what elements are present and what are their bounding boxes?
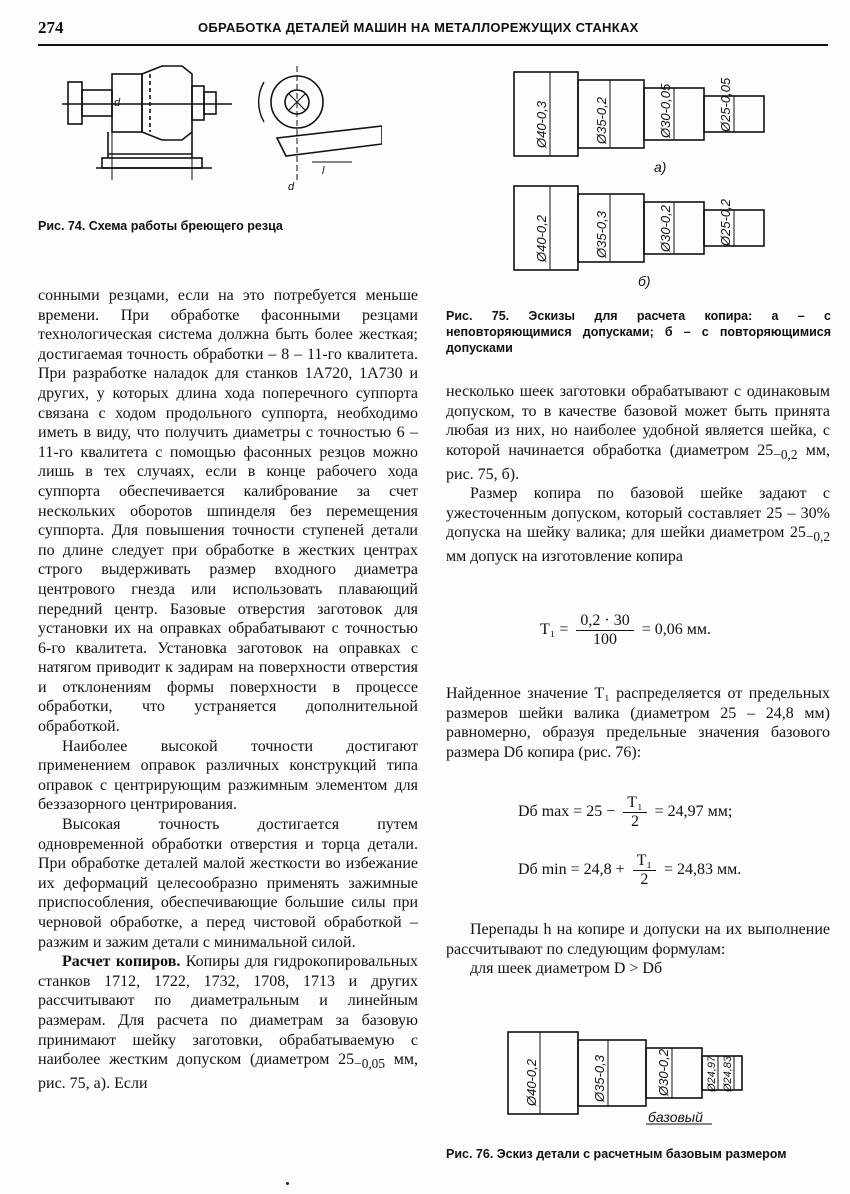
section-term: Расчет копиров.: [62, 953, 181, 971]
left-column: [38, 286, 418, 1094]
right-column-cont: [446, 684, 830, 762]
right-paragraph-2: Размер копира по базовой шейке задают с ужесточенным допуском, который составляет 25 – 30% допуска на шейку валика; для шейки диаметром $25_{-0,2}$ мм допуск на изготовление копира: [446, 485, 830, 566]
fig75b-dim-4: Ø25-0,2: [718, 199, 733, 246]
fig75a-label: а): [654, 159, 667, 175]
formula-t1: T₁ = $\frac{0,2 \cdot 30}{100}$ = 0,06 мм.: [540, 612, 711, 648]
fig75b-dim-1: Ø40-0,2: [534, 215, 549, 262]
fig75b-label: б): [638, 273, 651, 289]
page-header: [38, 18, 828, 46]
right-paragraph-1: несколько шеек заготовки обрабатывают с одинаковым допуском, то в качестве базовой может быть принята любая из них, но наиболее удобной является шейка, с которой начинается обработка (диаметром $25_{-0,2}$ мм, рис. 75, б).: [446, 383, 830, 483]
right-column: [446, 382, 830, 567]
formula-dmax: Dб max = 25 − $\frac{\text{T₁}}{2}$ = 24,97 мм;: [518, 794, 733, 830]
formula-dmin: Dб min = 24,8 + $\frac{\text{T₁}}{2}$ = 24,83 мм.: [518, 852, 742, 888]
page-number: 274: [38, 18, 64, 37]
figure-76-drawing: [500, 1026, 800, 1136]
left-paragraph-1: сонными резцами, если на это потребуется меньше времени. При обработке фасонными резцами технологическая система должна быть более жесткая; достигаемая точность обработки – 8 – 11-го квалитета. При разработке наладок для станков 1А720, 1А730 и других, у которых длина хода поперечного суппорта связана с ходом продольного суппорта, необходимо иметь в виду, что получить диаметры с точностью 6 – 11-го квалитета с помощью фасонных резцов можно лишь в тех случаях, если в конце рабочего хода суппорта обеспечивается калибрование за счет нескольких оборотов шпинделя без перемещения суппорта. Для повышения точности ступеней детали по длине следует при обработке в жестких центрах строго выдерживать размер входного диаметра центрового гнезда или использовать плавающий передний центр. Базовые отверстия заготовок для установки их на оправках обрабатывают с точностью 6-го квалитета. Установка заготовок на оправках с натягом приводит к задирам на поверхности отверстия и отклонениям формы поверхности в процессе обработки, что устраняется дополнительной обработкой.: [38, 287, 418, 736]
figure-76-caption: Рис. 76. Эскиз детали с расчетным базовым размером: [446, 1147, 787, 1161]
figure-75a-drawing: [510, 68, 830, 178]
right-paragraph-4: Перепады h на копире и допуски на их выполнение рассчитывают по следующим формулам:: [446, 921, 830, 958]
running-title: ОБРАБОТКА ДЕТАЛЕЙ МАШИН НА МЕТАЛЛОРЕЖУЩИХ СТАНКАХ: [198, 20, 639, 35]
figure-75-caption: Рис. 75. Эскизы для расчета копира: а – с неповторяющимися допусками; б – с повторяющимися допусками: [446, 309, 831, 355]
fig75b-dim-2: Ø35-0,3: [594, 211, 609, 258]
fig74-label-dv: d: [288, 181, 295, 193]
fig76-dim-3: Ø30-0,2: [656, 1049, 671, 1096]
fig75a-dim-4: Ø25-0,05: [718, 77, 733, 132]
fig76-base-label: базовый: [648, 1109, 703, 1125]
right-column-end: [446, 920, 830, 979]
figure-74-caption: Рис. 74. Схема работы бреющего резца: [38, 219, 283, 233]
fig74-label-d: d: [114, 97, 121, 109]
fig76-dim-5: Ø24,83: [722, 1055, 734, 1092]
figure-74-drawing: [52, 62, 382, 202]
fig76-dim-1: Ø40-0,2: [524, 1059, 539, 1106]
fig74-label-l: l: [322, 165, 325, 177]
fig75a-dim-1: Ø40-0,3: [534, 101, 549, 148]
figure-75b-drawing: [510, 178, 830, 290]
fig76-dim-2: Ø35-0,3: [592, 1055, 607, 1102]
fig75b-dim-3: Ø30-0,2: [658, 205, 673, 252]
print-dot: [286, 1182, 289, 1185]
left-paragraph-4: Расчет копиров. Копиры для гидрокопировальных станков 1712, 1722, 1732, 1708, 1713 и других рассчитывают по диаметральным и линейным размерам. Для расчета по диаметрам за базовую принимают шейку заготовки, обрабатываемую с наиболее жестким допуском (диаметром $25_{-0,05}$ мм, рис. 75, а). Если: [38, 953, 419, 1092]
fig75a-dim-3: Ø30-0,05: [658, 83, 673, 138]
left-paragraph-3: Высокая точность достигается путем одновременной обработки отверстия и торца детали. При обработке деталей малой жесткости во избежание их деформаций целесообразно применять зажимные приспособления, обеспечивающие большие силы при черновой обработке, а перед чистовой обработкой – разжим и зажим детали с минимальной силой.: [38, 816, 418, 951]
left-paragraph-2: Наиболее высокой точности достигают применением оправок различных конструкций типа оправок с центрирующим разжимным элементом для беззазорного центрирования.: [38, 737, 418, 814]
fig76-dim-4: Ø24,97: [706, 1055, 718, 1092]
right-paragraph-5: для шеек диаметром D > Dб: [470, 960, 663, 978]
right-paragraph-3: Найденное значение T₁ распределяется от предельных размеров шейки валика (диаметром 25 – 24,8 мм) равномерно, образуя предельные значения базового размера Dб копира (рис. 76):: [446, 685, 830, 761]
fig75a-dim-2: Ø35-0,2: [594, 97, 609, 144]
